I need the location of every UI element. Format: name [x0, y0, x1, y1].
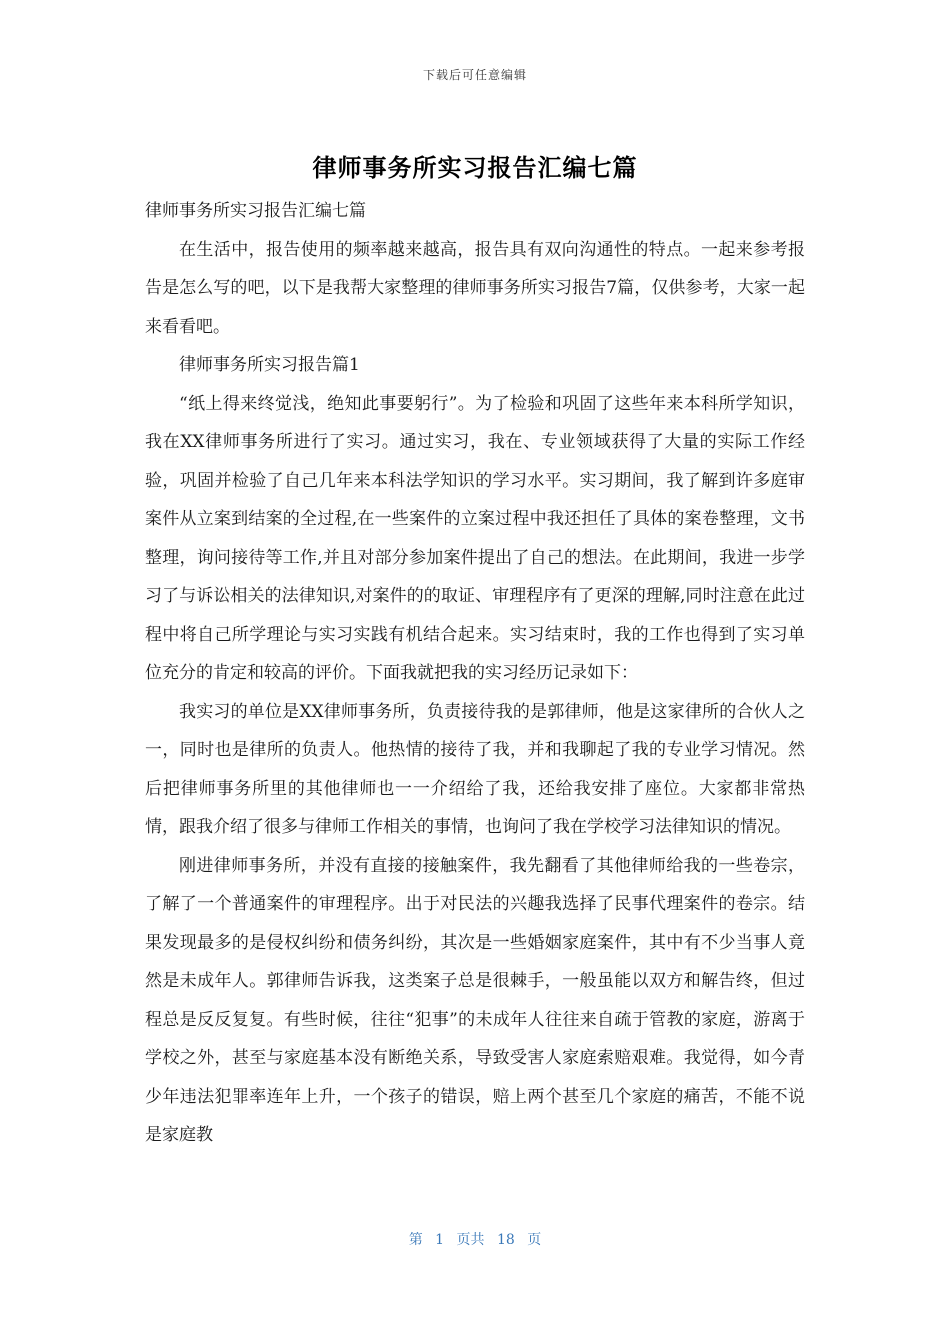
body-paragraph: 我实习的单位是XX律师事务所，负责接待我的是郭律师，他是这家律所的合伙人之一，同时也是律所的负责人。他热情的接待了我，并和我聊起了我的专业学习情况。然后把律师事务所里的其他律师也一一介绍给了我，还给我安排了座位。大家都非常热情，跟我介绍了很多与律师工作相关的事情，也询问了我在学校学习法律知识的情况。 — [145, 701, 805, 837]
page-footer: 第 1 页共 18 页 — [408, 1232, 542, 1248]
document-body — [145, 192, 805, 1155]
body-paragraph: “纸上得来终觉浅，绝知此事要躬行”。为了检验和巩固了这些年来本科所学知识，我在XX律师事务所进行了实习。通过实习，我在、专业领域获得了大量的实际工作经验，巩固并检验了自己几年来本科法学知识的学习水平。实习期间，我了解到许多庭审案件从立案到结案的全过程,在一些案件的立案过程中我还担任了具体的案卷整理，文书整理，询问接待等工作,并且对部分参加案件提出了自己的想法。在此期间，我进一步学习了与诉讼相关的法律知识,对案件的的取证、审理程序有了更深的理解,同时注意在此过程中将自己所学理论与实习实践有机结合起来。实习结束时，我的工作也得到了实习单位充分的肯定和较高的评价。下面我就把我的实习经历记录如下： — [145, 393, 805, 683]
section-heading: 律师事务所实习报告篇1 — [179, 355, 360, 375]
body-paragraph: 刚进律师事务所，并没有直接的接触案件，我先翻看了其他律师给我的一些卷宗，了解了一个普通案件的审理程序。出于对民法的兴趣我选择了民事代理案件的卷宗。结果发现最多的是侵权纠纷和债务纠纷，其次是一些婚姻家庭案件，其中有不少当事人竟然是未成年人。郭律师告诉我，这类案子总是很棘手，一般虽能以双方和解告终，但过程总是反反复复。有些时候，往往“犯事”的未成年人往往来自疏于管教的家庭，游离于学校之外，甚至与家庭基本没有断绝关系，导致受害人家庭索赔艰难。我觉得，如今青少年违法犯罪率连年上升，一个孩子的错误，赔上两个甚至几个家庭的痛苦，不能不说是家庭教 — [145, 855, 805, 1145]
intro-paragraph: 在生活中，报告使用的频率越来越高，报告具有双向沟通性的特点。一起来参考报告是怎么写的吧，以下是我帮大家整理的律师事务所实习报告7篇，仅供参考，大家一起来看看吧。 — [145, 239, 805, 337]
subtitle-paragraph: 律师事务所实习报告汇编七篇 — [145, 201, 366, 221]
document-title: 律师事务所实习报告汇编七篇 — [312, 154, 638, 182]
header-note: 下载后可任意编辑 — [422, 68, 527, 82]
